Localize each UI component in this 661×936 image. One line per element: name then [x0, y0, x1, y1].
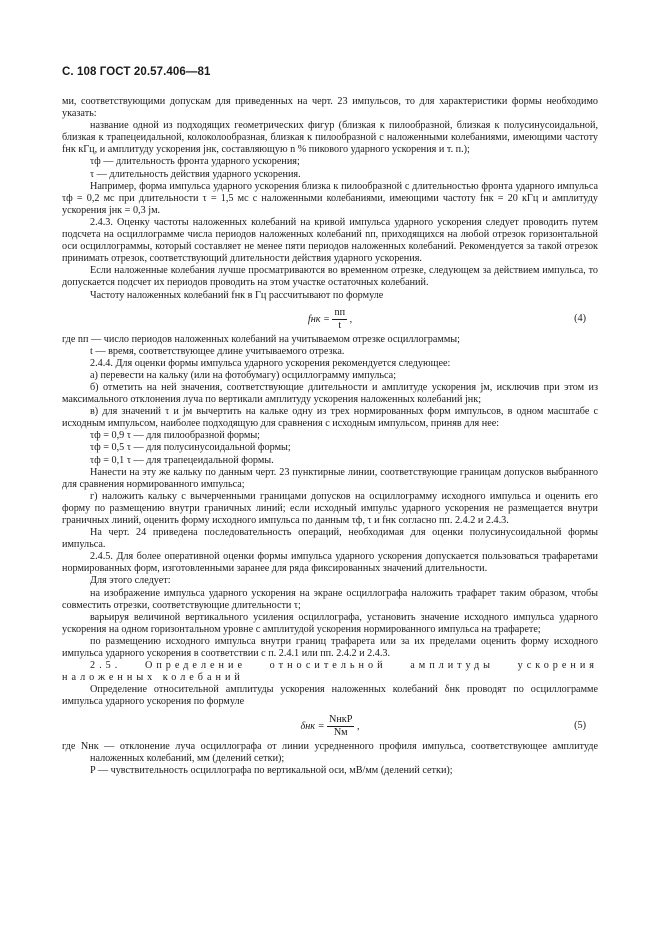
paragraph: Для этого следует:: [90, 575, 171, 587]
paragraph: Нанести на эту же кальку по данным черт. 23 пунктирные линии, соответствующие границам допусков выбранного для сравнения нормированного импульса;: [62, 466, 598, 490]
formula-4: [62, 304, 598, 332]
paragraph: τф = 0,5 τ — для полусинусоидальной формы;: [90, 442, 291, 454]
paragraph: г) наложить кальку с вычерченными границами допусков на осциллограмму исходного импульса и оценить его форму по размещению внутри граничных линий; если исходный импульс ударного ускорения не размещается внутри граничных линий, оценить форму исходного импульса по данным τф, τ и fнк согласно пп. 2.4.2 и 2.4.3.: [62, 490, 598, 526]
paragraph: ми, соответствующими допускам для приведенных на черт. 23 импульсов, то для характеристики формы необходимо указать:: [62, 96, 598, 120]
paragraph: Частоту наложенных колебаний fнк в Гц рассчитывают по формуле: [90, 289, 384, 301]
paragraph: τф = 0,9 τ — для пилообразной формы;: [90, 430, 260, 442]
paragraph: 2.4.4. Для оценки формы импульса ударного ускорения рекомендуется следующее:: [90, 357, 451, 369]
paragraph: на изображение импульса ударного ускорения на экране осциллографа наложить трафарет таким образом, чтобы совместить отрезки, соответствующие длительности τ;: [62, 587, 598, 611]
formula-tail: ,: [356, 720, 360, 732]
paragraph: На черт. 24 приведена последовательность операций, необходимая для оценки полусинусоидальной формы импульса.: [62, 527, 598, 551]
paragraph: τф — длительность фронта ударного ускорения;: [90, 156, 300, 168]
fraction: [332, 307, 347, 332]
fraction-denominator: Nм: [333, 726, 348, 738]
section-heading: 2.5. Определение относительной амплитуды ускорения наложенных колебаний: [62, 660, 598, 684]
formula-number: (4): [574, 312, 586, 324]
fraction-numerator: NнкP: [327, 714, 354, 727]
paragraph: варьируя величиной вертикального усиления осциллографа, установить значение исходного импульса ударного ускорения на одном горизонтальном уровне с амплитудой ускорения нормированного импульса на трафарете;: [62, 611, 598, 635]
paragraph: Если наложенные колебания лучше просматриваются во временном отрезке, следующем за действием импульса, то допускается подсчет их периодов проводить на этом участке остаточных колебаний.: [62, 265, 598, 289]
paragraph: τф = 0,1 τ — для трапецеидальной формы.: [90, 454, 274, 466]
paragraph: где Nнк — отклонение луча осциллографа от линии усредненного профиля импульса, соответствующее амплитуде наложенных колебаний, мм (делений сетки);: [62, 740, 598, 764]
paragraph: τ — длительность действия ударного ускорения.: [90, 168, 301, 180]
paragraph: t — время, соответствующее длине учитываемого отрезка.: [90, 345, 345, 357]
paragraph: по размещению исходного импульса внутри границ трафарета или за их пределами оценить форму исходного импульса ударного ускорения в соответствии с п. 2.4.1 или пп. 2.4.2 и 2.4.3.: [62, 635, 598, 660]
formula-tail: ,: [349, 313, 353, 325]
formula-5: [62, 711, 598, 739]
fraction-denominator: t: [338, 319, 342, 331]
paragraph: P — чувствительность осциллографа по вертикальной оси, мВ/мм (делений сетки);: [90, 764, 453, 776]
paragraph: б) отметить на ней значения, соответствующие длительности и амплитуде ускорения jм, исключив при этом из максимального отклонения луча по вертикали амплитуду ускорения наложенных колебаний jнк;: [62, 381, 598, 406]
paragraph: Определение относительной амплитуды ускорения наложенных колебаний δнк проводят по осциллограмме импульса ударного ускорения по формуле: [62, 684, 598, 708]
paragraph: название одной из подходящих геометрических фигур (близкая к пилообразной, близкая к полусинусоидальной, близкая к трапецеидальной, колоколообразная, близкая к пилообразной с наложенными колебаниями, имеющими частоту fнк кГц, и амплитуду ускорения jнк, составляющую n % пикового ударного ускорения и т. п.);: [62, 120, 598, 156]
paragraph: Например, форма импульса ударного ускорения близка к пилообразной с длительностью фронта ударного импульса τф = 0,2 мс при длительности τ = 1,5 мс с наложенными колебаниями, имеющими частоту fнк = 20 кГц и амплитуду ускорения jнк = 0,3 jм.: [62, 180, 598, 216]
formula-lhs: δнк =: [300, 720, 325, 732]
fraction: [327, 714, 354, 739]
paragraph: 2.4.3. Оценку частоты наложенных колебаний на кривой импульса ударного ускорения следует проводить путем подсчета на осциллограмме числа периодов наложенных колебаний nп, приходящихся на любой отрезок горизонтальной оси осциллограммы, который составляет не менее пяти периодов наложенных колебаний. Рекомендуется за такой отрезок принимать отрезок, соответствующий длительности действия ударного ускорения.: [62, 216, 598, 265]
formula-lhs: fнк =: [307, 313, 330, 325]
paragraph: в) для значений τ и jм вычертить на кальке одну из трех нормированных форм импульсов, в одном масштабе с исходным импульсом, наиболее подходящую для сравнения с исходным импульсом, приняв для нее:: [62, 406, 598, 430]
paragraph: а) перевести на кальку (или на фотобумагу) осциллограмму импульса;: [90, 369, 397, 381]
paragraph: где nп — число периодов наложенных колебаний на учитываемом отрезке осциллограммы;: [62, 333, 460, 345]
formula-number: (5): [574, 719, 586, 731]
page-header: С. 108 ГОСТ 20.57.406—81: [62, 66, 211, 78]
paragraph: 2.4.5. Для более оперативной оценки формы импульса ударного ускорения допускается пользоваться трафаретами нормированных форм, изготовленными заранее для ряда фиксированных значений длительности.: [62, 551, 598, 575]
fraction-numerator: nп: [332, 307, 347, 320]
document-body: [62, 96, 598, 777]
